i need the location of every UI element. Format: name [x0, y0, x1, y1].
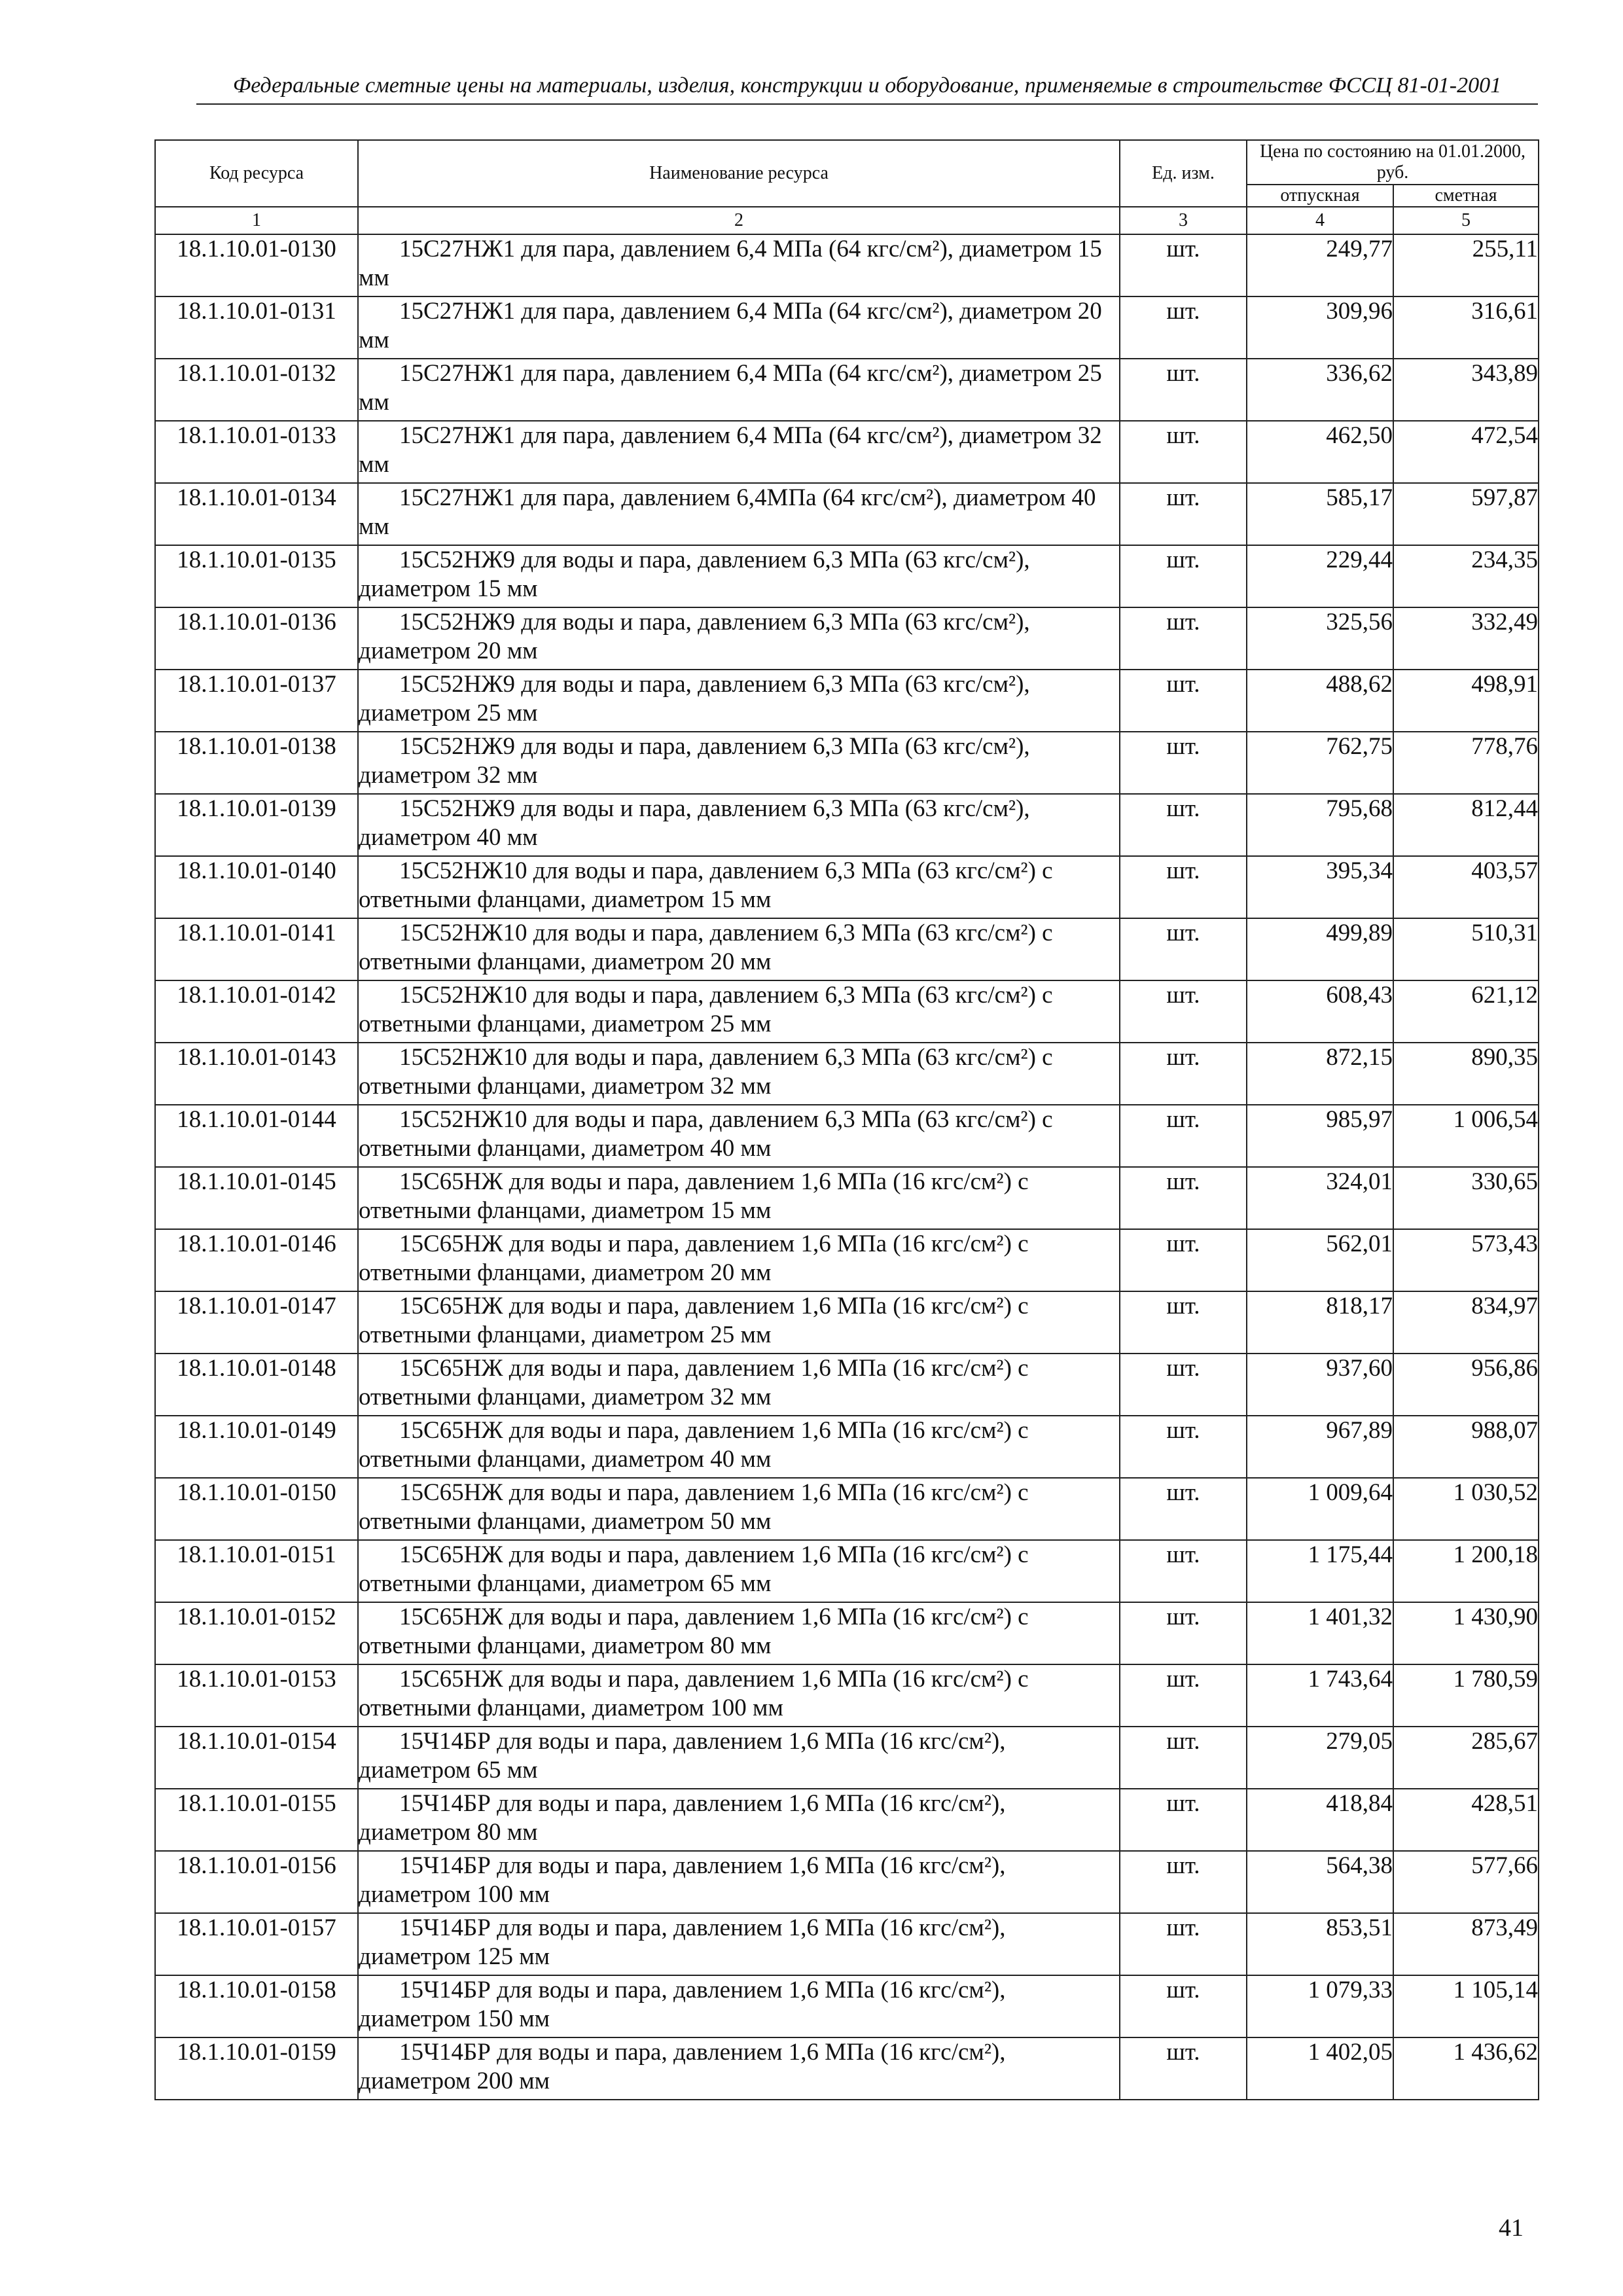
table-row: [155, 1105, 1539, 1167]
cell-release-price: 1 401,32: [1247, 1602, 1393, 1664]
cell-release-price: 229,44: [1247, 545, 1393, 607]
cell-code: 18.1.10.01-0140: [155, 856, 358, 918]
cell-name: 15С27НЖ1 для пара, давлением 6,4 МПа (64 кгс/см²), диаметром 25 мм: [358, 359, 1120, 421]
cell-estimate-price: 498,91: [1393, 670, 1539, 732]
cell-name: 15Ч14БР для воды и пара, давлением 1,6 МПа (16 кгс/см²), диаметром 200 мм: [358, 2037, 1120, 2100]
cell-unit: шт.: [1120, 545, 1247, 607]
cell-release-price: 418,84: [1247, 1789, 1393, 1851]
cell-code: 18.1.10.01-0150: [155, 1478, 358, 1540]
header-rule: [196, 103, 1538, 105]
cell-unit: шт.: [1120, 2037, 1247, 2100]
cell-code: 18.1.10.01-0144: [155, 1105, 358, 1167]
header-price-group: Цена по состоянию на 01.01.2000, руб.: [1247, 140, 1539, 185]
cell-name: 15Ч14БР для воды и пара, давлением 1,6 МПа (16 кгс/см²), диаметром 65 мм: [358, 1727, 1120, 1789]
cell-release-price: 325,56: [1247, 607, 1393, 670]
cell-name: 15Ч14БР для воды и пара, давлением 1,6 МПа (16 кгс/см²), диаметром 80 мм: [358, 1789, 1120, 1851]
cell-name: 15С65НЖ для воды и пара, давлением 1,6 МПа (16 кгс/см²) с ответными фланцами, диаметром 80 мм: [358, 1602, 1120, 1664]
table-row: [155, 421, 1539, 483]
cell-code: 18.1.10.01-0137: [155, 670, 358, 732]
table-row: [155, 794, 1539, 856]
cell-name: 15С65НЖ для воды и пара, давлением 1,6 МПа (16 кгс/см²) с ответными фланцами, диаметром 65 мм: [358, 1540, 1120, 1602]
table-row: [155, 234, 1539, 296]
cell-unit: шт.: [1120, 296, 1247, 359]
header-unit: Ед. изм.: [1120, 140, 1247, 207]
cell-unit: шт.: [1120, 1167, 1247, 1229]
header-name: Наименование ресурса: [358, 140, 1120, 207]
cell-name: 15С65НЖ для воды и пара, давлением 1,6 МПа (16 кгс/см²) с ответными фланцами, диаметром 100 мм: [358, 1664, 1120, 1727]
cell-code: 18.1.10.01-0142: [155, 980, 358, 1043]
table-row: [155, 359, 1539, 421]
cell-code: 18.1.10.01-0149: [155, 1416, 358, 1478]
cell-code: 18.1.10.01-0145: [155, 1167, 358, 1229]
cell-unit: шт.: [1120, 1664, 1247, 1727]
cell-unit: шт.: [1120, 1602, 1247, 1664]
cell-code: 18.1.10.01-0151: [155, 1540, 358, 1602]
cell-name: 15С52НЖ10 для воды и пара, давлением 6,3 МПа (63 кгс/см²) с ответными фланцами, диаметром 40 мм: [358, 1105, 1120, 1167]
cell-estimate-price: 873,49: [1393, 1913, 1539, 1975]
cell-code: 18.1.10.01-0155: [155, 1789, 358, 1851]
table-row: [155, 607, 1539, 670]
cell-code: 18.1.10.01-0159: [155, 2037, 358, 2100]
cell-unit: шт.: [1120, 234, 1247, 296]
cell-estimate-price: 510,31: [1393, 918, 1539, 980]
cell-estimate-price: 621,12: [1393, 980, 1539, 1043]
table-row: [155, 1416, 1539, 1478]
cell-unit: шт.: [1120, 1043, 1247, 1105]
table-row: [155, 1602, 1539, 1664]
cell-release-price: 585,17: [1247, 483, 1393, 545]
cell-name: 15С52НЖ10 для воды и пара, давлением 6,3 МПа (63 кгс/см²) с ответными фланцами, диаметром 15 мм: [358, 856, 1120, 918]
cell-release-price: 249,77: [1247, 234, 1393, 296]
cell-estimate-price: 1 436,62: [1393, 2037, 1539, 2100]
table-row: [155, 2037, 1539, 2100]
cell-unit: шт.: [1120, 1913, 1247, 1975]
cell-release-price: 853,51: [1247, 1913, 1393, 1975]
table-row: [155, 732, 1539, 794]
table-row: [155, 1043, 1539, 1105]
cell-estimate-price: 316,61: [1393, 296, 1539, 359]
cell-estimate-price: 1 030,52: [1393, 1478, 1539, 1540]
document-header-title: Федеральные сметные цены на материалы, изделия, конструкции и оборудование, применяемые в строительстве ФССЦ 81-01-2001: [232, 73, 1502, 98]
price-table: [154, 139, 1539, 2100]
cell-release-price: 967,89: [1247, 1416, 1393, 1478]
cell-unit: шт.: [1120, 1416, 1247, 1478]
table-row: [155, 1975, 1539, 2037]
cell-estimate-price: 956,86: [1393, 1354, 1539, 1416]
table-row: [155, 1167, 1539, 1229]
cell-estimate-price: 285,67: [1393, 1727, 1539, 1789]
cell-release-price: 395,34: [1247, 856, 1393, 918]
cell-name: 15С65НЖ для воды и пара, давлением 1,6 МПа (16 кгс/см²) с ответными фланцами, диаметром 32 мм: [358, 1354, 1120, 1416]
cell-code: 18.1.10.01-0157: [155, 1913, 358, 1975]
cell-code: 18.1.10.01-0146: [155, 1229, 358, 1291]
cell-code: 18.1.10.01-0136: [155, 607, 358, 670]
cell-estimate-price: 428,51: [1393, 1789, 1539, 1851]
cell-release-price: 795,68: [1247, 794, 1393, 856]
cell-code: 18.1.10.01-0158: [155, 1975, 358, 2037]
cell-estimate-price: 988,07: [1393, 1416, 1539, 1478]
cell-estimate-price: 597,87: [1393, 483, 1539, 545]
cell-release-price: 1 079,33: [1247, 1975, 1393, 2037]
cell-name: 15С52НЖ9 для воды и пара, давлением 6,3 МПа (63 кгс/см²), диаметром 40 мм: [358, 794, 1120, 856]
cell-name: 15С52НЖ10 для воды и пара, давлением 6,3 МПа (63 кгс/см²) с ответными фланцами, диаметром 20 мм: [358, 918, 1120, 980]
cell-name: 15С52НЖ10 для воды и пара, давлением 6,3 МПа (63 кгс/см²) с ответными фланцами, диаметром 25 мм: [358, 980, 1120, 1043]
table-row: [155, 545, 1539, 607]
cell-unit: шт.: [1120, 359, 1247, 421]
cell-code: 18.1.10.01-0152: [155, 1602, 358, 1664]
cell-name: 15С27НЖ1 для пара, давлением 6,4 МПа (64 кгс/см²), диаметром 32 мм: [358, 421, 1120, 483]
cell-estimate-price: 330,65: [1393, 1167, 1539, 1229]
cell-code: 18.1.10.01-0130: [155, 234, 358, 296]
cell-release-price: 1 175,44: [1247, 1540, 1393, 1602]
cell-unit: шт.: [1120, 1291, 1247, 1354]
column-number: 3: [1120, 207, 1247, 234]
cell-unit: шт.: [1120, 1229, 1247, 1291]
cell-estimate-price: 1 780,59: [1393, 1664, 1539, 1727]
cell-unit: шт.: [1120, 1105, 1247, 1167]
table-row: [155, 1291, 1539, 1354]
cell-code: 18.1.10.01-0131: [155, 296, 358, 359]
cell-name: 15С52НЖ10 для воды и пара, давлением 6,3 МПа (63 кгс/см²) с ответными фланцами, диаметром 32 мм: [358, 1043, 1120, 1105]
header-release-price: отпускная: [1247, 185, 1393, 207]
cell-estimate-price: 778,76: [1393, 732, 1539, 794]
cell-release-price: 336,62: [1247, 359, 1393, 421]
cell-estimate-price: 577,66: [1393, 1851, 1539, 1913]
table-row: [155, 1727, 1539, 1789]
cell-unit: шт.: [1120, 980, 1247, 1043]
cell-unit: шт.: [1120, 1540, 1247, 1602]
table-row: [155, 1851, 1539, 1913]
cell-estimate-price: 834,97: [1393, 1291, 1539, 1354]
cell-release-price: 324,01: [1247, 1167, 1393, 1229]
cell-code: 18.1.10.01-0138: [155, 732, 358, 794]
cell-name: 15С65НЖ для воды и пара, давлением 1,6 МПа (16 кгс/см²) с ответными фланцами, диаметром 15 мм: [358, 1167, 1120, 1229]
cell-release-price: 279,05: [1247, 1727, 1393, 1789]
cell-code: 18.1.10.01-0135: [155, 545, 358, 607]
cell-unit: шт.: [1120, 1727, 1247, 1789]
table-row: [155, 670, 1539, 732]
cell-release-price: 462,50: [1247, 421, 1393, 483]
cell-unit: шт.: [1120, 1354, 1247, 1416]
cell-code: 18.1.10.01-0133: [155, 421, 358, 483]
cell-name: 15С27НЖ1 для пара, давлением 6,4 МПа (64 кгс/см²), диаметром 20 мм: [358, 296, 1120, 359]
cell-estimate-price: 332,49: [1393, 607, 1539, 670]
cell-release-price: 872,15: [1247, 1043, 1393, 1105]
cell-unit: шт.: [1120, 1478, 1247, 1540]
page-number: 41: [1499, 2214, 1524, 2242]
cell-estimate-price: 1 430,90: [1393, 1602, 1539, 1664]
table-row: [155, 980, 1539, 1043]
table-row: [155, 1478, 1539, 1540]
cell-code: 18.1.10.01-0153: [155, 1664, 358, 1727]
cell-name: 15С52НЖ9 для воды и пара, давлением 6,3 МПа (63 кгс/см²), диаметром 20 мм: [358, 607, 1120, 670]
cell-code: 18.1.10.01-0143: [155, 1043, 358, 1105]
cell-unit: шт.: [1120, 732, 1247, 794]
table-row: [155, 918, 1539, 980]
cell-estimate-price: 343,89: [1393, 359, 1539, 421]
cell-estimate-price: 1 105,14: [1393, 1975, 1539, 2037]
column-number: 5: [1393, 207, 1539, 234]
table-row: [155, 296, 1539, 359]
table-row: [155, 1354, 1539, 1416]
cell-estimate-price: 472,54: [1393, 421, 1539, 483]
cell-estimate-price: 255,11: [1393, 234, 1539, 296]
column-number: 1: [155, 207, 358, 234]
cell-unit: шт.: [1120, 421, 1247, 483]
cell-name: 15С65НЖ для воды и пара, давлением 1,6 МПа (16 кгс/см²) с ответными фланцами, диаметром 25 мм: [358, 1291, 1120, 1354]
cell-code: 18.1.10.01-0132: [155, 359, 358, 421]
cell-release-price: 1 402,05: [1247, 2037, 1393, 2100]
column-number: 2: [358, 207, 1120, 234]
cell-estimate-price: 403,57: [1393, 856, 1539, 918]
cell-unit: шт.: [1120, 1975, 1247, 2037]
cell-unit: шт.: [1120, 856, 1247, 918]
cell-code: 18.1.10.01-0148: [155, 1354, 358, 1416]
cell-estimate-price: 234,35: [1393, 545, 1539, 607]
table-row: [155, 1664, 1539, 1727]
table-row: [155, 1913, 1539, 1975]
cell-release-price: 937,60: [1247, 1354, 1393, 1416]
column-number: 4: [1247, 207, 1393, 234]
cell-unit: шт.: [1120, 1789, 1247, 1851]
cell-release-price: 762,75: [1247, 732, 1393, 794]
header-code: Код ресурса: [155, 140, 358, 207]
cell-code: 18.1.10.01-0147: [155, 1291, 358, 1354]
cell-unit: шт.: [1120, 794, 1247, 856]
cell-release-price: 985,97: [1247, 1105, 1393, 1167]
table-row: [155, 1789, 1539, 1851]
cell-estimate-price: 812,44: [1393, 794, 1539, 856]
cell-release-price: 1 009,64: [1247, 1478, 1393, 1540]
cell-unit: шт.: [1120, 670, 1247, 732]
cell-name: 15С52НЖ9 для воды и пара, давлением 6,3 МПа (63 кгс/см²), диаметром 25 мм: [358, 670, 1120, 732]
table-row: [155, 1540, 1539, 1602]
cell-code: 18.1.10.01-0154: [155, 1727, 358, 1789]
table-row: [155, 856, 1539, 918]
cell-name: 15Ч14БР для воды и пара, давлением 1,6 МПа (16 кгс/см²), диаметром 125 мм: [358, 1913, 1120, 1975]
cell-name: 15С52НЖ9 для воды и пара, давлением 6,3 МПа (63 кгс/см²), диаметром 15 мм: [358, 545, 1120, 607]
table-body: [155, 234, 1539, 2100]
cell-code: 18.1.10.01-0134: [155, 483, 358, 545]
cell-release-price: 608,43: [1247, 980, 1393, 1043]
cell-estimate-price: 573,43: [1393, 1229, 1539, 1291]
cell-estimate-price: 1 200,18: [1393, 1540, 1539, 1602]
cell-name: 15Ч14БР для воды и пара, давлением 1,6 МПа (16 кгс/см²), диаметром 100 мм: [358, 1851, 1120, 1913]
cell-release-price: 499,89: [1247, 918, 1393, 980]
cell-name: 15С27НЖ1 для пара, давлением 6,4 МПа (64 кгс/см²), диаметром 15 мм: [358, 234, 1120, 296]
cell-release-price: 1 743,64: [1247, 1664, 1393, 1727]
cell-release-price: 562,01: [1247, 1229, 1393, 1291]
cell-name: 15С65НЖ для воды и пара, давлением 1,6 МПа (16 кгс/см²) с ответными фланцами, диаметром 50 мм: [358, 1478, 1120, 1540]
cell-unit: шт.: [1120, 918, 1247, 980]
header-estimate-price: сметная: [1393, 185, 1539, 207]
cell-release-price: 309,96: [1247, 296, 1393, 359]
cell-estimate-price: 890,35: [1393, 1043, 1539, 1105]
cell-unit: шт.: [1120, 1851, 1247, 1913]
cell-name: 15С52НЖ9 для воды и пара, давлением 6,3 МПа (63 кгс/см²), диаметром 32 мм: [358, 732, 1120, 794]
cell-release-price: 564,38: [1247, 1851, 1393, 1913]
cell-code: 18.1.10.01-0156: [155, 1851, 358, 1913]
cell-release-price: 818,17: [1247, 1291, 1393, 1354]
cell-name: 15С27НЖ1 для пара, давлением 6,4МПа (64 кгс/см²), диаметром 40 мм: [358, 483, 1120, 545]
cell-name: 15С65НЖ для воды и пара, давлением 1,6 МПа (16 кгс/см²) с ответными фланцами, диаметром 40 мм: [358, 1416, 1120, 1478]
cell-name: 15Ч14БР для воды и пара, давлением 1,6 МПа (16 кгс/см²), диаметром 150 мм: [358, 1975, 1120, 2037]
cell-code: 18.1.10.01-0141: [155, 918, 358, 980]
cell-name: 15С65НЖ для воды и пара, давлением 1,6 МПа (16 кгс/см²) с ответными фланцами, диаметром 20 мм: [358, 1229, 1120, 1291]
cell-code: 18.1.10.01-0139: [155, 794, 358, 856]
cell-unit: шт.: [1120, 607, 1247, 670]
table-row: [155, 483, 1539, 545]
table-row: [155, 1229, 1539, 1291]
cell-unit: шт.: [1120, 483, 1247, 545]
cell-estimate-price: 1 006,54: [1393, 1105, 1539, 1167]
cell-release-price: 488,62: [1247, 670, 1393, 732]
